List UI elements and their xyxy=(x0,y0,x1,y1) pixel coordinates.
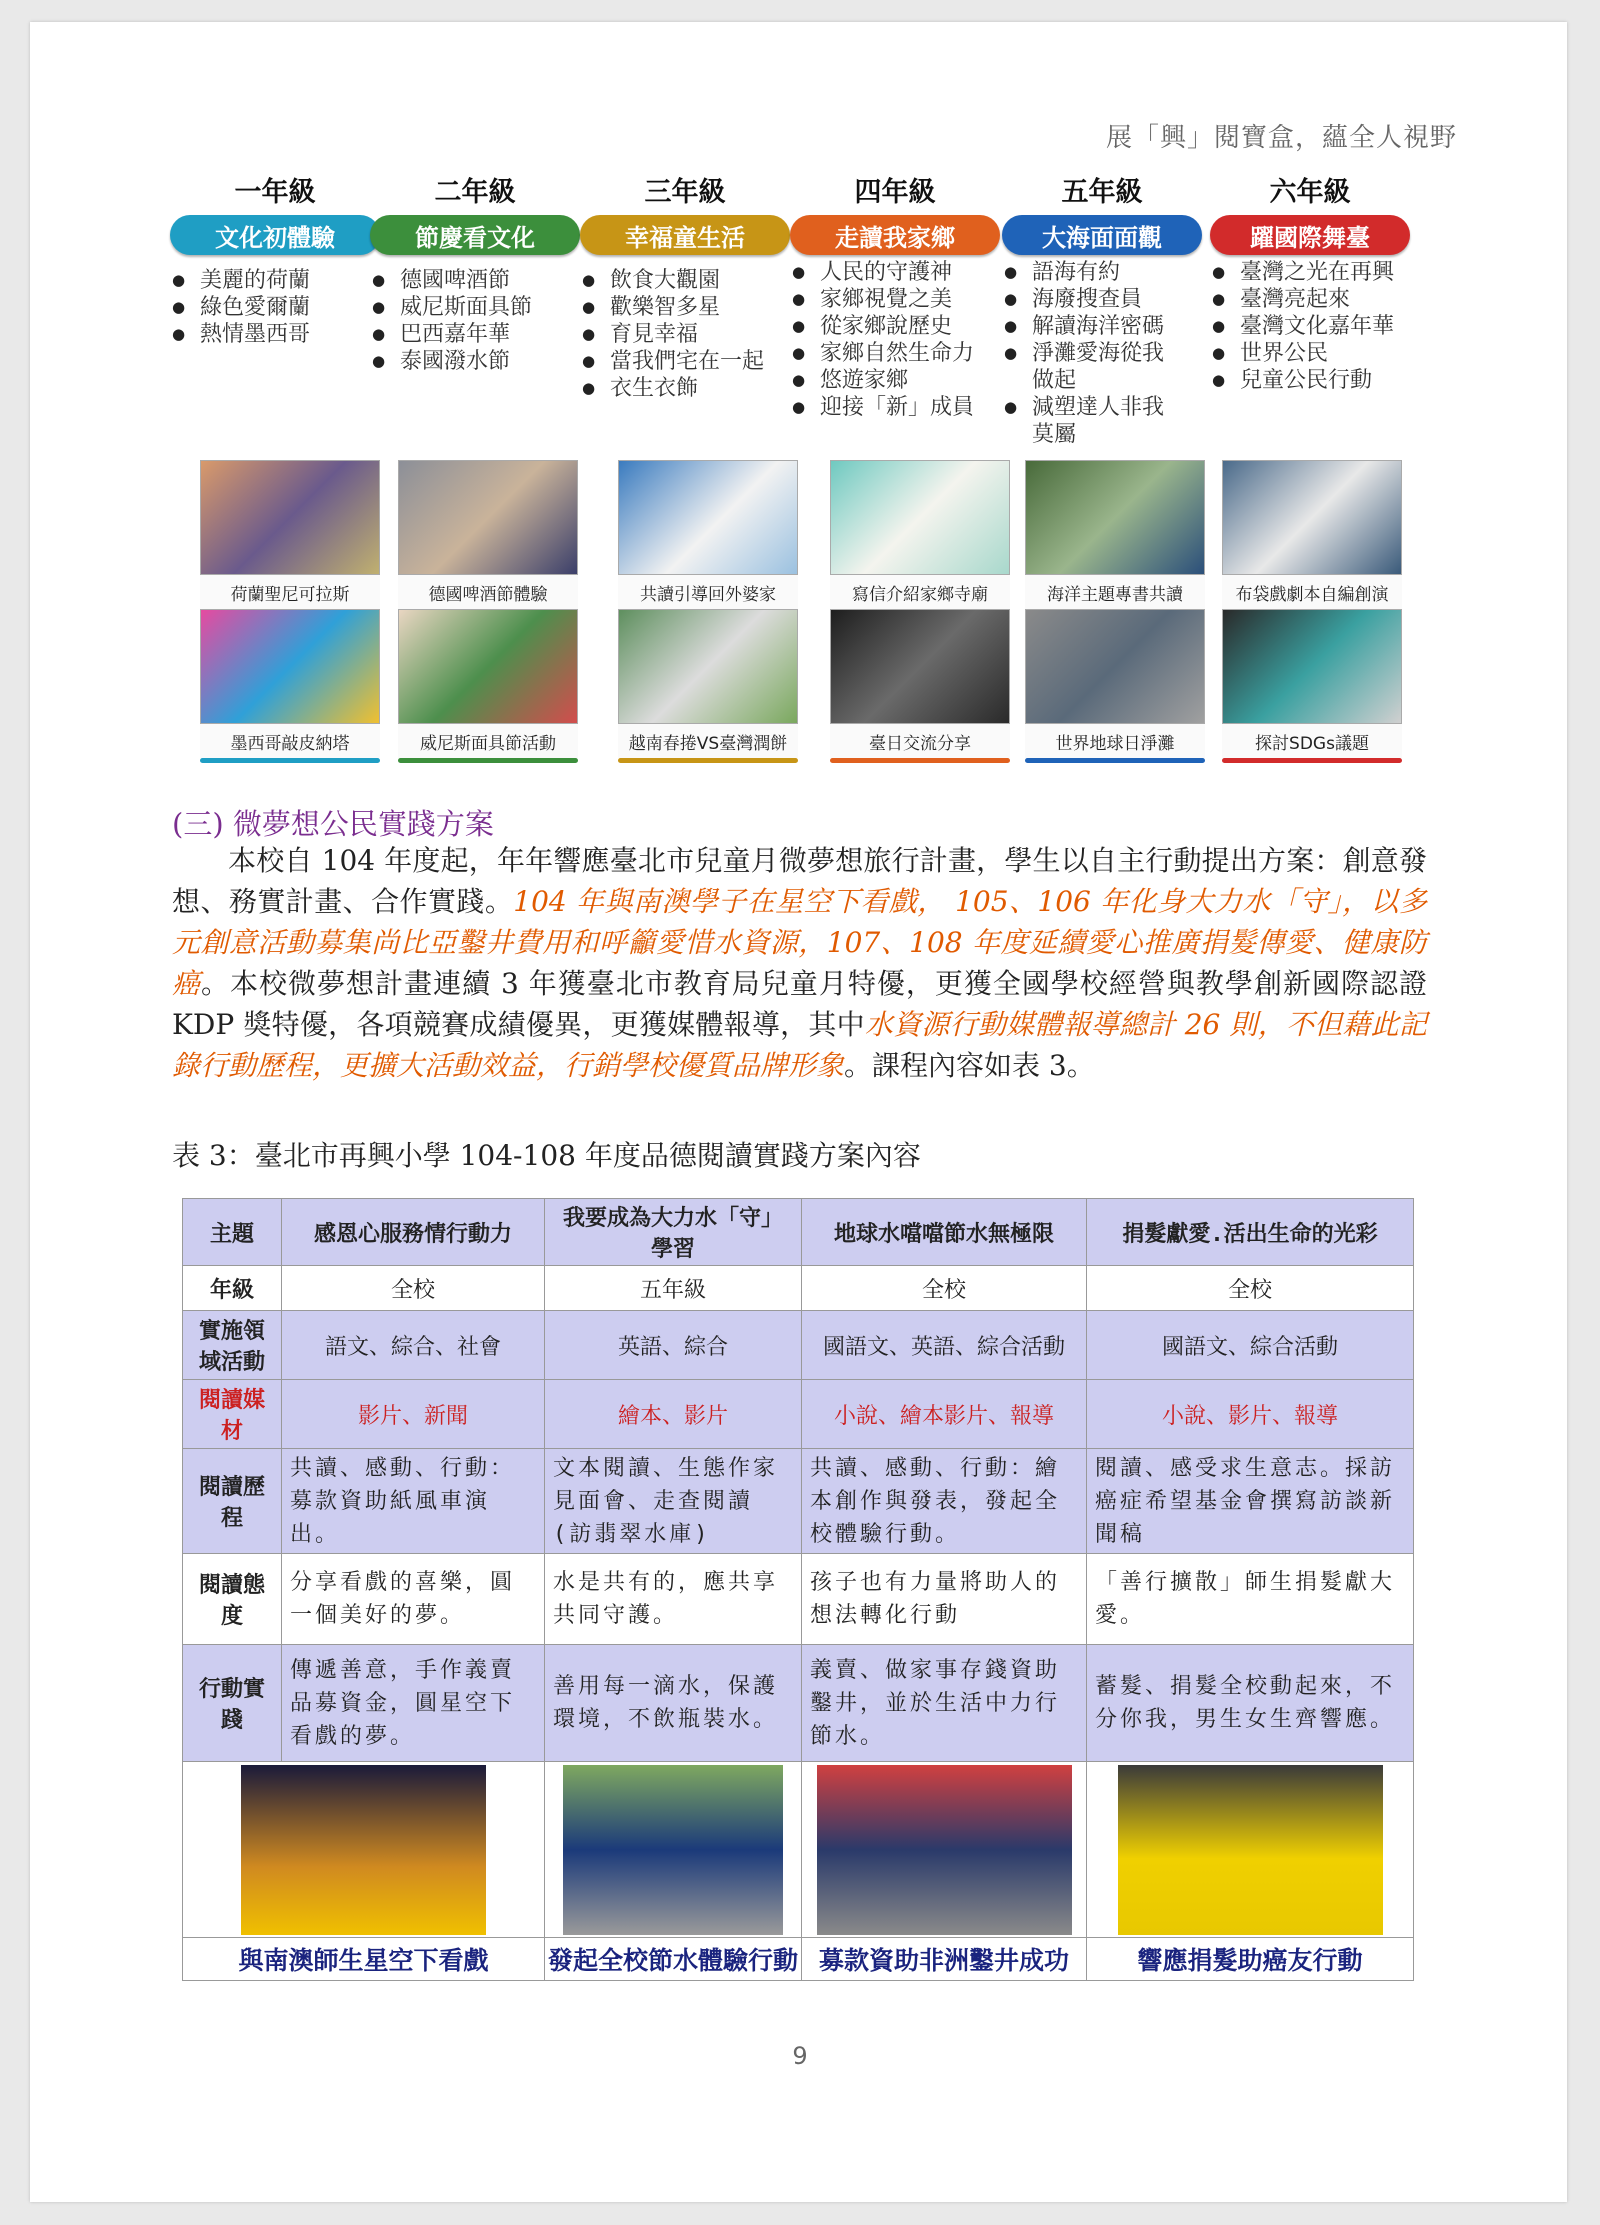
photo-caption: 發起全校節水體驗行動 xyxy=(545,1938,802,1981)
highlighted-text: 水資源行動媒體報導總計 26 則，不但藉此記錄行動歷程，更擴大活動效益，行銷學校優質品牌形象 xyxy=(172,1008,1427,1082)
table-cell: 小說、影片、報導 xyxy=(1087,1380,1414,1449)
table-cell: 閱讀、感受求生意志。採訪癌症希望基金會撰寫訪談新聞稿 xyxy=(1087,1449,1414,1554)
grade-1 xyxy=(170,170,380,348)
table-cell: 「善行擴散」師生捐髮獻大愛。 xyxy=(1087,1554,1414,1645)
activity-photo xyxy=(1118,1765,1383,1935)
table-header-row xyxy=(183,1199,1414,1266)
highlighted-text: 104 年與南澳學子在星空下看戲， 105、106 年化身大力水「守」，以多元創意活動募集尚比亞鑿井費用和呼籲愛惜水資源，107、108 年度延續愛心推廣捐髮傳愛、健康防癌 xyxy=(172,885,1427,1000)
section-title: (三) 微夢想公民實踐方案 xyxy=(172,807,494,841)
table-photo-cell xyxy=(1087,1762,1414,1938)
grade-title: 一年級 xyxy=(234,177,316,208)
activity-photo xyxy=(817,1765,1072,1935)
activity-photo xyxy=(200,609,380,724)
row-label: 實施領域活動 xyxy=(183,1311,282,1380)
table-cell: 全校 xyxy=(1087,1266,1414,1311)
grade-color-bar xyxy=(398,758,578,763)
list-item: ● 熱情墨西哥 xyxy=(170,321,380,348)
activity-photo xyxy=(1222,609,1402,724)
table-cell: 孩子也有力量將助人的想法轉化行動 xyxy=(802,1554,1087,1645)
list-item: ● 世界公民 xyxy=(1210,340,1410,367)
table-header-cell: 我要成為大力水「守」學習 xyxy=(545,1199,802,1266)
table-caption: 表 3：臺北市再興小學 104-108 年度品德閱讀實踐方案內容 xyxy=(172,1139,921,1172)
grade-5 xyxy=(1002,170,1202,448)
grade-topic-list xyxy=(370,267,580,375)
row-label: 年級 xyxy=(183,1266,282,1311)
paragraph-text: 。課程內容如表 3。 xyxy=(844,1049,1095,1082)
grade-overview xyxy=(170,170,1430,460)
table-cell: 文本閱讀、生態作家見面會、走查閱讀(訪翡翠水庫) xyxy=(545,1449,802,1554)
grade-title: 五年級 xyxy=(1061,177,1143,208)
photo-column xyxy=(1025,460,1205,763)
list-item: ● 語海有約 xyxy=(1002,259,1202,286)
photo-caption: 募款資助非洲鑿井成功 xyxy=(802,1938,1087,1981)
photo-caption: 響應捐髮助癌友行動 xyxy=(1087,1938,1414,1981)
grade-color-bar xyxy=(830,758,1010,763)
photo-caption: 布袋戲劇本自編創演 xyxy=(1222,575,1402,609)
table-cell: 共讀、感動、行動：繪本創作與發表，發起全校體驗行動。 xyxy=(802,1449,1087,1554)
grade-theme-pill: 大海面面觀 xyxy=(1002,215,1202,255)
list-item: ● 德國啤酒節 xyxy=(370,267,580,294)
grade-title: 四年級 xyxy=(854,177,936,208)
table-cell: 繪本、影片 xyxy=(545,1380,802,1449)
activity-photo xyxy=(241,1765,486,1935)
row-label: 閱讀態度 xyxy=(183,1554,282,1645)
grade-topic-list xyxy=(1002,259,1202,448)
table-cell: 影片、新聞 xyxy=(282,1380,545,1449)
table-header-cell: 捐髮獻愛.活出生命的光彩 xyxy=(1087,1199,1414,1266)
grade-theme-pill: 文化初體驗 xyxy=(170,215,380,255)
photo-caption: 臺日交流分享 xyxy=(830,724,1010,758)
grade-4 xyxy=(790,170,1000,421)
list-item: ● 育見幸福 xyxy=(580,321,790,348)
grade-topic-list xyxy=(1210,259,1410,394)
activity-photo xyxy=(398,460,578,575)
table-cell: 國語文、綜合活動 xyxy=(1087,1311,1414,1380)
table-row xyxy=(183,1449,1414,1554)
list-item: ● 海廢搜查員 xyxy=(1002,286,1202,313)
list-item: ● 臺灣亮起來 xyxy=(1210,286,1410,313)
table-cell: 英語、綜合 xyxy=(545,1311,802,1380)
grade-title: 三年級 xyxy=(644,177,726,208)
table-photo-cell xyxy=(802,1762,1087,1938)
table-cell: 五年級 xyxy=(545,1266,802,1311)
photo-caption: 越南春捲VS臺灣潤餅 xyxy=(618,724,798,758)
table-cell: 全校 xyxy=(802,1266,1087,1311)
row-label: 閱讀歷程 xyxy=(183,1449,282,1554)
list-item: ● 從家鄉說歷史 xyxy=(790,313,1000,340)
grade-topic-list xyxy=(170,267,380,348)
activity-photo xyxy=(1222,460,1402,575)
table-header-cell: 地球水噹噹節水無極限 xyxy=(802,1199,1087,1266)
activity-photo xyxy=(618,609,798,724)
row-label: 閱讀媒材 xyxy=(183,1380,282,1449)
grade-title: 六年級 xyxy=(1269,177,1351,208)
list-item: ● 解讀海洋密碼 xyxy=(1002,313,1202,340)
table-cell: 小說、繪本影片、報導 xyxy=(802,1380,1087,1449)
grade-color-bar xyxy=(1025,758,1205,763)
photo-caption: 共讀引導回外婆家 xyxy=(618,575,798,609)
grade-topic-list xyxy=(790,259,1000,421)
activity-photo xyxy=(618,460,798,575)
photo-caption: 荷蘭聖尼可拉斯 xyxy=(200,575,380,609)
list-item: ● 臺灣之光在再興 xyxy=(1210,259,1410,286)
list-item: ● 巴西嘉年華 xyxy=(370,321,580,348)
activity-photo xyxy=(200,460,380,575)
table-photo-cell xyxy=(545,1762,802,1938)
activity-photo xyxy=(563,1765,783,1935)
program-table xyxy=(182,1198,1414,1981)
table-row xyxy=(183,1645,1414,1762)
table-cell: 共讀、感動、行動：募款資助紙風車演出。 xyxy=(282,1449,545,1554)
paragraph-text: 本校自 104 年度起，年年響應臺北市兒童月微夢想旅行計畫，學生以自主行動提出方案：創意發想、務實計畫、合作實踐。 xyxy=(172,844,1427,918)
list-item: ● 兒童公民行動 xyxy=(1210,367,1410,394)
activity-photo xyxy=(1025,609,1205,724)
grade-3 xyxy=(580,170,790,402)
row-label: 行動實踐 xyxy=(183,1645,282,1762)
list-item: ● 美麗的荷蘭 xyxy=(170,267,380,294)
photo-column xyxy=(398,460,578,763)
table-cell: 語文、綜合、社會 xyxy=(282,1311,545,1380)
list-item: ● 衣生衣飾 xyxy=(580,375,790,402)
table-row xyxy=(183,1380,1414,1449)
list-item: ● 悠遊家鄉 xyxy=(790,367,1000,394)
activity-photo xyxy=(830,460,1010,575)
table-cell: 全校 xyxy=(282,1266,545,1311)
photo-column xyxy=(618,460,798,763)
photo-caption: 世界地球日淨灘 xyxy=(1025,724,1205,758)
grade-theme-pill: 躍國際舞臺 xyxy=(1210,215,1410,255)
list-item: ● 臺灣文化嘉年華 xyxy=(1210,313,1410,340)
activity-photo xyxy=(398,609,578,724)
list-item: ● 綠色愛爾蘭 xyxy=(170,294,380,321)
grade-theme-pill: 走讀我家鄉 xyxy=(790,215,1000,255)
photo-caption: 威尼斯面具節活動 xyxy=(398,724,578,758)
photo-column xyxy=(200,460,380,763)
table-cell: 國語文、英語、綜合活動 xyxy=(802,1311,1087,1380)
table-photo-row xyxy=(183,1762,1414,1938)
paragraph-text: 。本校微夢想計畫連續 3 年獲臺北市教育局兒童月特優，更獲全國學校經營與教學創新國際認證 KDP 獎特優，各項競賽成績優異，更獲媒體報導，其中 xyxy=(172,967,1427,1041)
table-cell: 傳遞善意，手作義賣品募資金，圓星空下看戲的夢。 xyxy=(282,1645,545,1762)
grade-title: 二年級 xyxy=(434,177,516,208)
grade-theme-pill: 節慶看文化 xyxy=(370,215,580,255)
list-item: ● 威尼斯面具節 xyxy=(370,294,580,321)
table-cell: 蓄髮、捐髮全校動起來，不分你我，男生女生齊響應。 xyxy=(1087,1645,1414,1762)
photo-column xyxy=(1222,460,1402,763)
table-row xyxy=(183,1554,1414,1645)
list-item: ● 家鄉視覺之美 xyxy=(790,286,1000,313)
photo-caption: 德國啤酒節體驗 xyxy=(398,575,578,609)
photo-caption: 探討SDGs議題 xyxy=(1222,724,1402,758)
list-item: ● 歡樂智多星 xyxy=(580,294,790,321)
table-cell: 分享看戲的喜樂，圓一個美好的夢。 xyxy=(282,1554,545,1645)
page-header: 展「興」閱寶盒，蘊全人視野 xyxy=(1105,123,1457,153)
grade-2 xyxy=(370,170,580,375)
table-row xyxy=(183,1266,1414,1311)
list-item: ● 當我們宅在一起 xyxy=(580,348,790,375)
activity-photo xyxy=(830,609,1010,724)
list-item: ● 人民的守護神 xyxy=(790,259,1000,286)
table-photo-cell xyxy=(183,1762,545,1938)
activity-photo xyxy=(1025,460,1205,575)
table-header-cell: 主題 xyxy=(183,1199,282,1266)
table-cell: 義賣、做家事存錢資助鑿井，並於生活中力行節水。 xyxy=(802,1645,1087,1762)
grade-topic-list xyxy=(580,267,790,402)
photo-caption: 與南澳師生星空下看戲 xyxy=(183,1938,545,1981)
grade-color-bar xyxy=(200,758,380,763)
page-number: 9 xyxy=(792,2042,808,2070)
table-header-cell: 感恩心服務情行動力 xyxy=(282,1199,545,1266)
photo-caption: 墨西哥敲皮納塔 xyxy=(200,724,380,758)
photo-column xyxy=(830,460,1010,763)
photo-caption: 寫信介紹家鄉寺廟 xyxy=(830,575,1010,609)
list-item: ● 家鄉自然生命力 xyxy=(790,340,1000,367)
grade-color-bar xyxy=(618,758,798,763)
table-footer-row xyxy=(183,1938,1414,1981)
list-item: ● 減塑達人非我莫屬 xyxy=(1002,394,1182,448)
list-item: ● 淨灘愛海從我做起 xyxy=(1002,340,1182,394)
photo-caption: 海洋主題專書共讀 xyxy=(1025,575,1205,609)
grade-color-bar xyxy=(1222,758,1402,763)
list-item: ● 迎接「新」成員 xyxy=(790,394,1000,421)
table-cell: 水是共有的，應共享共同守護。 xyxy=(545,1554,802,1645)
list-item: ● 飲食大觀園 xyxy=(580,267,790,294)
body-paragraph xyxy=(172,840,1427,1086)
grade-6 xyxy=(1210,170,1410,394)
grade-theme-pill: 幸福童生活 xyxy=(580,215,790,255)
table-cell: 善用每一滴水，保護環境，不飲瓶裝水。 xyxy=(545,1645,802,1762)
table-row xyxy=(183,1311,1414,1380)
list-item: ● 泰國潑水節 xyxy=(370,348,580,375)
